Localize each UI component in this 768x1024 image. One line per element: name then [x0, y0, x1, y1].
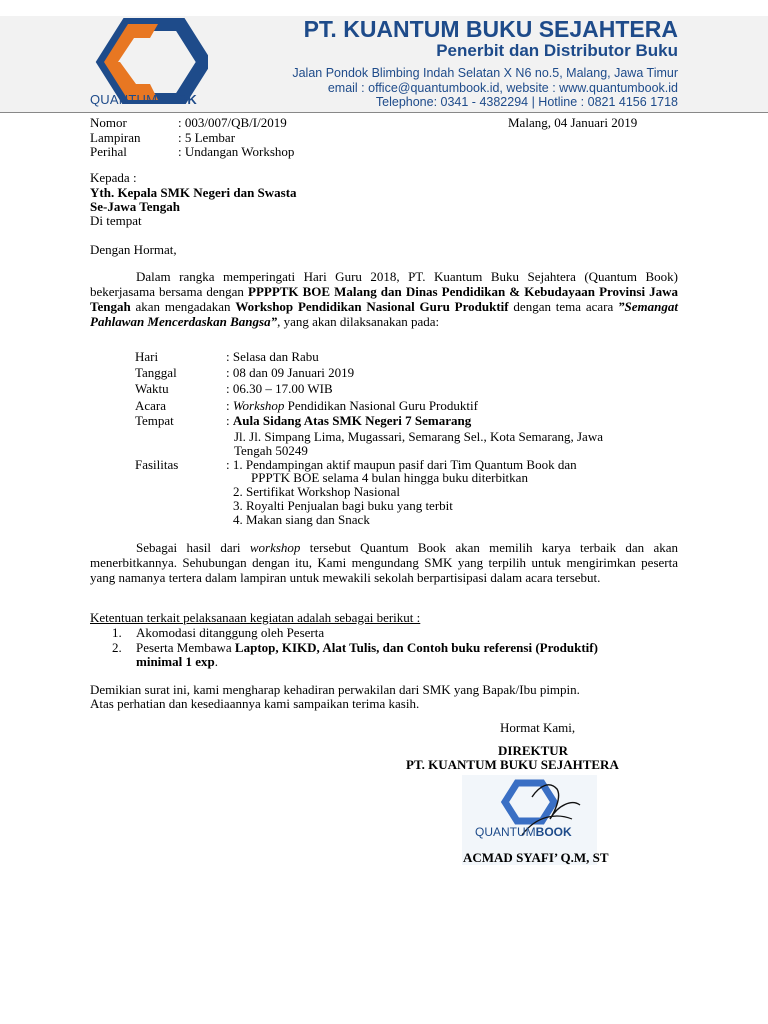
ketentuan-number-2: 2. — [112, 640, 122, 655]
waktu-label: Waktu — [135, 381, 169, 396]
fasilitas-item-1: : 1. Pendampingan aktif maupun pasif dari Tim Quantum Book dan — [226, 457, 577, 472]
letter-date: Malang, 04 Januari 2019 — [508, 115, 638, 130]
nomor-label: Nomor — [90, 115, 127, 130]
signatory-company: PT. KUANTUM BUKU SEJAHTERA — [406, 757, 619, 772]
hari-value: : Selasa dan Rabu — [226, 349, 319, 364]
ketentuan-item-2: Peserta Membawa Laptop, KIKD, Alat Tulis, dan Contoh buku referensi (Produktif) — [136, 640, 598, 655]
waktu-value: : 06.30 – 17.00 WIB — [226, 381, 333, 396]
kepada-label: Kepada : — [90, 170, 137, 185]
nomor-value: : 003/007/QB/I/2019 — [178, 115, 287, 130]
acara-label: Acara — [135, 398, 167, 413]
logo-wordmark: QUANTUMBOOK — [90, 92, 197, 107]
ketentuan-title: Ketentuan terkait pelaksanaan kegiatan adalah sebagai berikut : — [90, 610, 421, 625]
perihal-value: : Undangan Workshop — [178, 144, 295, 159]
stamp-wordmark: QUANTUMBOOK — [475, 825, 572, 839]
tanggal-value: : 08 dan 09 Januari 2019 — [226, 365, 355, 380]
acara-value: : Workshop Pendidikan Nasional Guru Produktif — [226, 398, 478, 413]
signatory-title: DIREKTUR — [498, 743, 569, 758]
greeting: Dengan Hormat, — [90, 242, 177, 257]
perihal-label: Perihal — [90, 144, 127, 159]
result-paragraph: Sebagai hasil dari workshop tersebut Quantum Book akan memilih karya terbaik dan akan menerbitkannya. Sehubungan dengan itu, Kami mengundang SMK yang terpilih untuk mengirimkan peserta yang namanya tertera dalam lampiran untuk mewakili sekolah berpartisipasi dalam acara tersebut. — [90, 540, 678, 585]
recipient-line-2: Se-Jawa Tengah — [90, 199, 180, 214]
fasilitas-label: Fasilitas — [135, 457, 179, 472]
company-name: PT. KUANTUM BUKU SEJAHTERA — [303, 16, 678, 42]
ketentuan-item-2-cont: minimal 1 exp. — [136, 654, 218, 669]
closing-line-2: Atas perhatian dan kesediaannya kami sampaikan terima kasih. — [90, 696, 420, 711]
closing-line-1: Demikian surat ini, kami mengharap kehadiran perwakilan dari SMK yang Bapak/Ibu pimpin. — [90, 682, 580, 697]
tempat-value: : Aula Sidang Atas SMK Negeri 7 Semarang — [226, 413, 472, 428]
company-phone: Telephone: 0341 - 4382294 | Hotline : 0821 4156 1718 — [375, 95, 678, 109]
tempat-address-1: Jl. Jl. Simpang Lima, Mugassari, Semarang Sel., Kota Semarang, Jawa — [234, 429, 603, 444]
fasilitas-item-4: 4. Makan siang dan Snack — [233, 512, 370, 527]
company-contact: email : office@quantumbook.id, website : www.quantumbook.id — [327, 81, 678, 95]
lampiran-value: : 5 Lembar — [178, 130, 236, 145]
fasilitas-item-2: 2. Sertifikat Workshop Nasional — [233, 484, 400, 499]
intro-paragraph: Dalam rangka memperingati Hari Guru 2018, PT. Kuantum Buku Sejahtera (Quantum Book) bekerjasama bersama dengan PPPPTK BOE Malang dan Dinas Pendidikan & Kebudayaan Provinsi Jawa Tengah akan mengadakan Workshop Pendidikan Nasional Guru Produktif dengan tema acara ”Semangat Pahlawan Mencerdaskan Bangsa”, yang akan dilaksanakan pada: — [90, 269, 679, 329]
lampiran-label: Lampiran — [90, 130, 141, 145]
ketentuan-item-1: Akomodasi ditanggung oleh Peserta — [136, 625, 325, 640]
company-subtitle: Penerbit dan Distributor Buku — [436, 41, 678, 60]
ketentuan-number-1: 1. — [112, 625, 122, 640]
sign-off: Hormat Kami, — [500, 720, 576, 735]
signatory-name: ACMAD SYAFI’ Q.M, ST — [463, 850, 609, 865]
header-divider — [0, 112, 768, 113]
recipient-line-3: Di tempat — [90, 213, 142, 228]
tempat-label: Tempat — [135, 413, 174, 428]
tanggal-label: Tanggal — [135, 365, 177, 380]
tempat-address-2: Tengah 50249 — [234, 443, 308, 458]
fasilitas-item-3: 3. Royalti Penjualan bagi buku yang terbit — [233, 498, 453, 513]
hari-label: Hari — [135, 349, 159, 364]
fasilitas-item-1-cont: PPPTK BOE selama 4 bulan hingga buku diterbitkan — [251, 470, 528, 485]
recipient-line-1: Yth. Kepala SMK Negeri dan Swasta — [90, 185, 297, 200]
company-address: Jalan Pondok Blimbing Indah Selatan X N6 no.5, Malang, Jawa Timur — [292, 66, 678, 80]
